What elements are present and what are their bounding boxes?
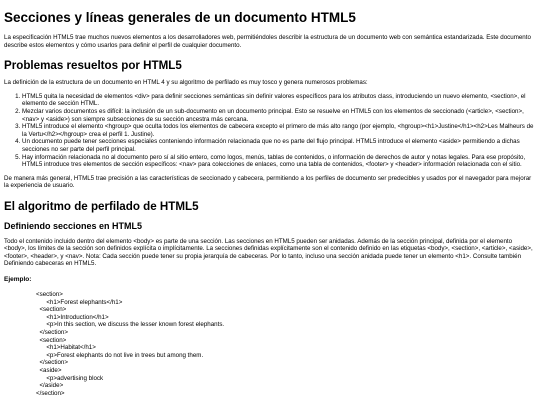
problems-heading: Problemas resueltos por HTML5 <box>4 59 182 73</box>
example-label: Ejemplo: <box>4 276 32 284</box>
sections-paragraph: Todo el contenido incluido dentro del elemento <body> es parte de una sección. Las secciones en HTML5 pueden ser anidadas. Además de la sección principal, definida por el elemento <body>, los límites de la sección son definidos explícita o implícitamente. La secciones definidas explícitamente son el contenido definido en las etiquetas <body>, <section>, <article>, <aside>, <footer>, <header>, y <nav>. Nota: Cada sección puede tener su propia jerarquía de cabeceras. Por lo tanto, incluso una sección anidada puede tener un elemento <h1>. Consulte también Definiendo cabeceras en HTML5. <box>4 237 533 268</box>
problems-closing: De manera más general, HTML5 trae precisión a las características de seccionado y cabecera, permitiendo a los perfiles de documento ser predecibles y usados por el navegador para mejorar la experiencia de usuario. <box>4 174 532 190</box>
problems-list-item: 4. Un documento puede tener secciones especiales conteniendo información relacionada que no es parte del flujo principal. HTML5 introduce el elemento <aside> permitiendo a dichas secciones no ser parte del perfil principal. <box>22 138 534 153</box>
problems-list-item: 5. Hay información relacionada no al documento pero sí al sitio entero, como logos, menús, tablas de contenidos, o información de derechos de autor y notas legales. Para ese propósito, HTML5 introduce tres elementos de sección específicos: <nav> para colecciones de enlaces, como una tabla de contenidos, <footer> y <header> información relacionada con el sitio. <box>22 154 534 169</box>
page-title: Secciones y líneas generales de un documento HTML5 <box>4 10 356 25</box>
sections-subheading: Definiendo secciones en HTML5 <box>4 220 143 231</box>
intro-paragraph: La especificación HTML5 trae muchos nuevos elementos a los desarrolladores web, permitiéndoles describir la estructura de un documento web con semántica estandarizada. Este documento describe estos elementos y cómo usarlos para definir el perfil de cualquier documento. <box>4 34 531 49</box>
problems-list-item: 3. HTML5 introduce el elemento <hgroup> que oculta todos los elementos de cabecera excepto el primero de más alto rango (por ejemplo, <hgroup><h1>Justine</h1><h2>Les Malheurs de la Vertu</h2></hgroup> crea el perfil 1. Justine). <box>22 123 534 138</box>
algorithm-heading: El algoritmo de perfilado de HTML5 <box>4 200 199 213</box>
problems-list-item: 2. Mezclar varios documentos es difícil: la inclusión de un sub-documento en un documento principal. Esto se resuelve en HTML5 con los elementos de seccionado (<article>, <section>, <nav> y <aside>) son siempre subsecciones de su sección ancestra más cercana. <box>22 108 534 123</box>
problems-list <box>4 93 534 169</box>
problems-list-item: 1. HTML5 quita la necesidad de elementos <div> para definir secciones semánticas sin definir valores específicos para los atributos class, introduciendo un nuevo elemento, <section>, el elemento de sección HTML. <box>22 93 534 108</box>
problems-lead: La definición de la estructura de un documento en HTML 4 y su algoritmo de perfilado es muy tosco y genera numerosos problemas: <box>4 79 368 87</box>
code-example: <section> <h1>Forest elephants</h1> <section> <h1>Introduction</h1> <p>In this section, we discuss the lesser known forest elephants. </section> <section> <h1>Habitat</h1> <p>Forest elephants do not live in trees but among them. </section> <aside> <p>advertising block </aside> </section> <box>36 291 225 397</box>
